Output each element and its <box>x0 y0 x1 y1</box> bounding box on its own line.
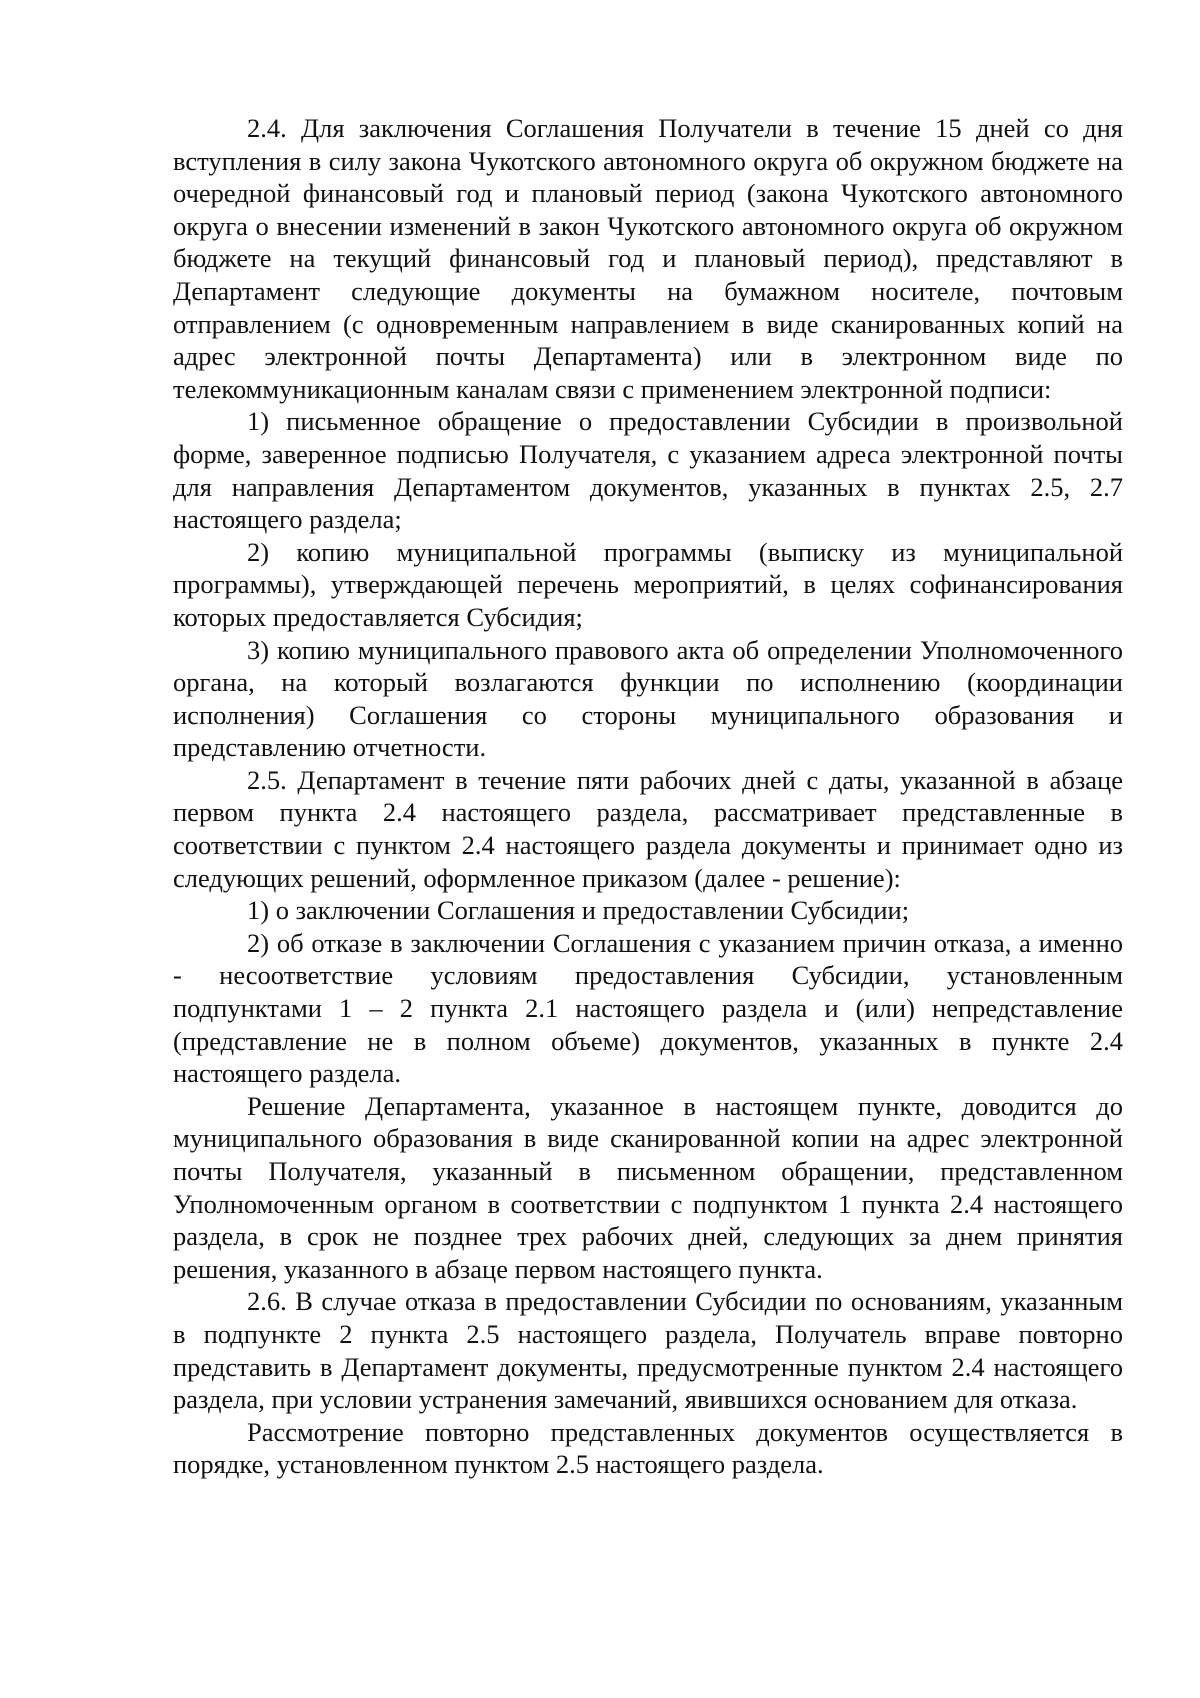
paragraph-2-6: 2.6. В случае отказа в предоставлении Субсидии по основаниям, указанным в подпункте 2 пункта 2.5 настоящего раздела, Получатель вправе повторно представить в Департамент документы, предусмотренные пунктом 2.4 настоящего раздела, при условии устранения замечаний, явившихся основанием для отказа. <box>173 1286 1123 1415</box>
paragraph-2-5-item-1: 1) о заключении Соглашения и предоставлении Субсидии; <box>247 895 910 926</box>
paragraph-2-4-item-3: 3) копию муниципального правового акта об определении Уполномоченного органа, на который возлагаются функции по исполнению (координации исполнения) Соглашения со стороны муниципального образования и представлению отчетности. <box>173 634 1123 763</box>
paragraph-2-4: 2.4. Для заключения Соглашения Получатели в течение 15 дней со дня вступления в силу закона Чукотского автономного округа об окружном бюджете на очередной финансовый год и плановый период (закона Чукотского автономного округа о внесении изменений в закон Чукотского автономного округа об окружном бюджете на текущий финансовый год и плановый период), представляют в Департамент следующие документы на бумажном носителе, почтовым отправлением (с одновременным направлением в виде сканированных копий на адрес электронной почты Департамента) или в электронном виде по телекоммуникационным каналам связи с применением электронной подписи: <box>173 113 1123 404</box>
paragraph-2-5: 2.5. Департамент в течение пяти рабочих дней с даты, указанной в абзаце первом пункта 2.4 настоящего раздела, рассматривает представленные в соответствии с пунктом 2.4 настоящего раздела документы и принимает одно из следующих решений, оформленное приказом (далее - решение): <box>173 764 1123 893</box>
document-page <box>173 112 1123 1481</box>
paragraph-2-5-decision-notice: Решение Департамента, указанное в настоящем пункте, доводится до муниципального образования в виде сканированной копии на адрес электронной почты Получателя, указанный в письменном обращении, представленном Уполномоченным органом в соответствии с подпунктом 1 пункта 2.4 настоящего раздела, в срок не позднее трех рабочих дней, следующих за днем принятия решения, указанного в абзаце первом настоящего пункта. <box>173 1090 1123 1284</box>
paragraph-2-5-item-2: 2) об отказе в заключении Соглашения с указанием причин отказа, а именно - несоответствие условиям предоставления Субсидии, установленным подпунктами 1 – 2 пункта 2.1 настоящего раздела и (или) непредставление (представление не в полном объеме) документов, указанных в пункте 2.4 настоящего раздела. <box>173 927 1123 1089</box>
paragraph-2-4-item-1: 1) письменное обращение о предоставлении Субсидии в произвольной форме, заверенное подписью Получателя, с указанием адреса электронной почты для направления Департаментом документов, указанных в пунктах 2.5, 2.7 настоящего раздела; <box>173 406 1123 535</box>
paragraph-2-4-item-2: 2) копию муниципальной программы (выписку из муниципальной программы), утверждающей перечень мероприятий, в целях софинансирования которых предоставляется Субсидия; <box>173 536 1123 632</box>
paragraph-2-6-resubmission: Рассмотрение повторно представленных документов осуществляется в порядке, установленном пунктом 2.5 настоящего раздела. <box>173 1416 1123 1480</box>
